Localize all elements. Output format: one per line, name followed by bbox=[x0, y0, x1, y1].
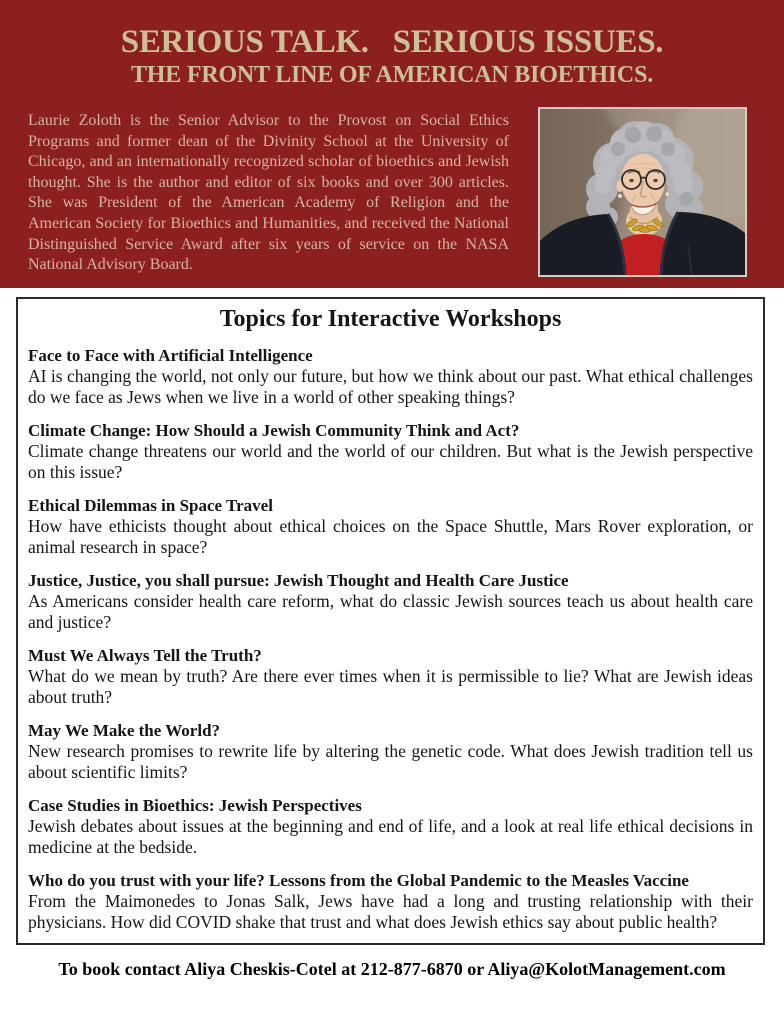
headline: SERIOUS TALK. SERIOUS ISSUES. bbox=[120, 24, 664, 60]
topic-heading: Case Studies in Bioethics: Jewish Perspectives bbox=[28, 796, 362, 815]
topic-description: AI is changing the world, not only our future, but how we think about our past. What ethical challenges do we face as Jews when we live in a world of other speaking things? bbox=[28, 366, 753, 407]
topic-heading: Justice, Justice, you shall pursue: Jewish Thought and Health Care Justice bbox=[28, 571, 569, 590]
topic-description: Climate change threatens our world and the world of our children. But what is the Jewish perspective on this issue? bbox=[28, 441, 753, 482]
topic-description: How have ethicists thought about ethical choices on the Space Shuttle, Mars Rover exploration, or animal research in space? bbox=[28, 516, 753, 557]
workshop-topic bbox=[28, 645, 753, 708]
topic-heading: Face to Face with Artificial Intelligence bbox=[28, 346, 313, 365]
topic-heading: Who do you trust with your life? Lessons from the Global Pandemic to the Measles Vaccine bbox=[28, 871, 689, 890]
topic-heading: Ethical Dilemmas in Space Travel bbox=[28, 496, 273, 515]
earring-right bbox=[666, 192, 670, 196]
topic-heading: Must We Always Tell the Truth? bbox=[28, 646, 262, 665]
workshop-topic bbox=[28, 795, 753, 858]
booking-contact: To book contact Aliya Cheskis-Cotel at 212-877-6870 or Aliya@KolotManagement.com bbox=[58, 959, 726, 979]
laurie-zoloth-portrait-image bbox=[540, 109, 745, 275]
subheadline: THE FRONT LINE OF AMERICAN BIOETHICS. bbox=[130, 61, 654, 88]
topic-description: What do we mean by truth? Are there ever times when it is permissible to lie? What are Jewish ideas about truth? bbox=[28, 666, 753, 707]
workshop-topic bbox=[28, 720, 753, 783]
topic-description: As Americans consider health care reform, what do classic Jewish sources teach us about health care and justice? bbox=[28, 591, 753, 632]
workshop-topic bbox=[28, 420, 753, 483]
portrait-photo bbox=[538, 107, 747, 277]
bio-paragraph: Laurie Zoloth is the Senior Advisor to the Provost on Social Ethics Programs and former dean of the Divinity School at the University of Chicago, and an internationally recognized scholar of bioethics and Jewish thought. She is the author and editor of six books and over 300 articles. She was President of the American Academy of Religion and the American Society for Bioethics and Humanities, and received the National Distinguished Service Award after six years of service on the NASA National Advisory Board. bbox=[28, 112, 509, 274]
topic-heading: May We Make the World? bbox=[28, 721, 221, 740]
workshop-topic bbox=[28, 570, 753, 633]
topic-heading: Climate Change: How Should a Jewish Community Think and Act? bbox=[28, 421, 520, 440]
topic-description: From the Maimonedes to Jonas Salk, Jews have had a long and trusting relationship with their physicians. How did COVID shake that trust and what does Jewish ethics say about public health? bbox=[28, 891, 753, 932]
header-band bbox=[0, 0, 784, 288]
booking-footer bbox=[0, 959, 784, 980]
workshop-topic bbox=[28, 870, 753, 933]
workshops-title: Topics for Interactive Workshops bbox=[219, 306, 562, 332]
topic-description: New research promises to rewrite life by altering the genetic code. What does Jewish tradition tell us about scientific limits? bbox=[28, 741, 753, 782]
workshops-box bbox=[16, 297, 765, 945]
workshop-topic bbox=[28, 345, 753, 408]
topic-description: Jewish debates about issues at the beginning and end of life, and a look at real life ethical decisions in medicine at the bedside. bbox=[28, 816, 753, 857]
earring bbox=[618, 194, 622, 198]
workshop-topic bbox=[28, 495, 753, 558]
